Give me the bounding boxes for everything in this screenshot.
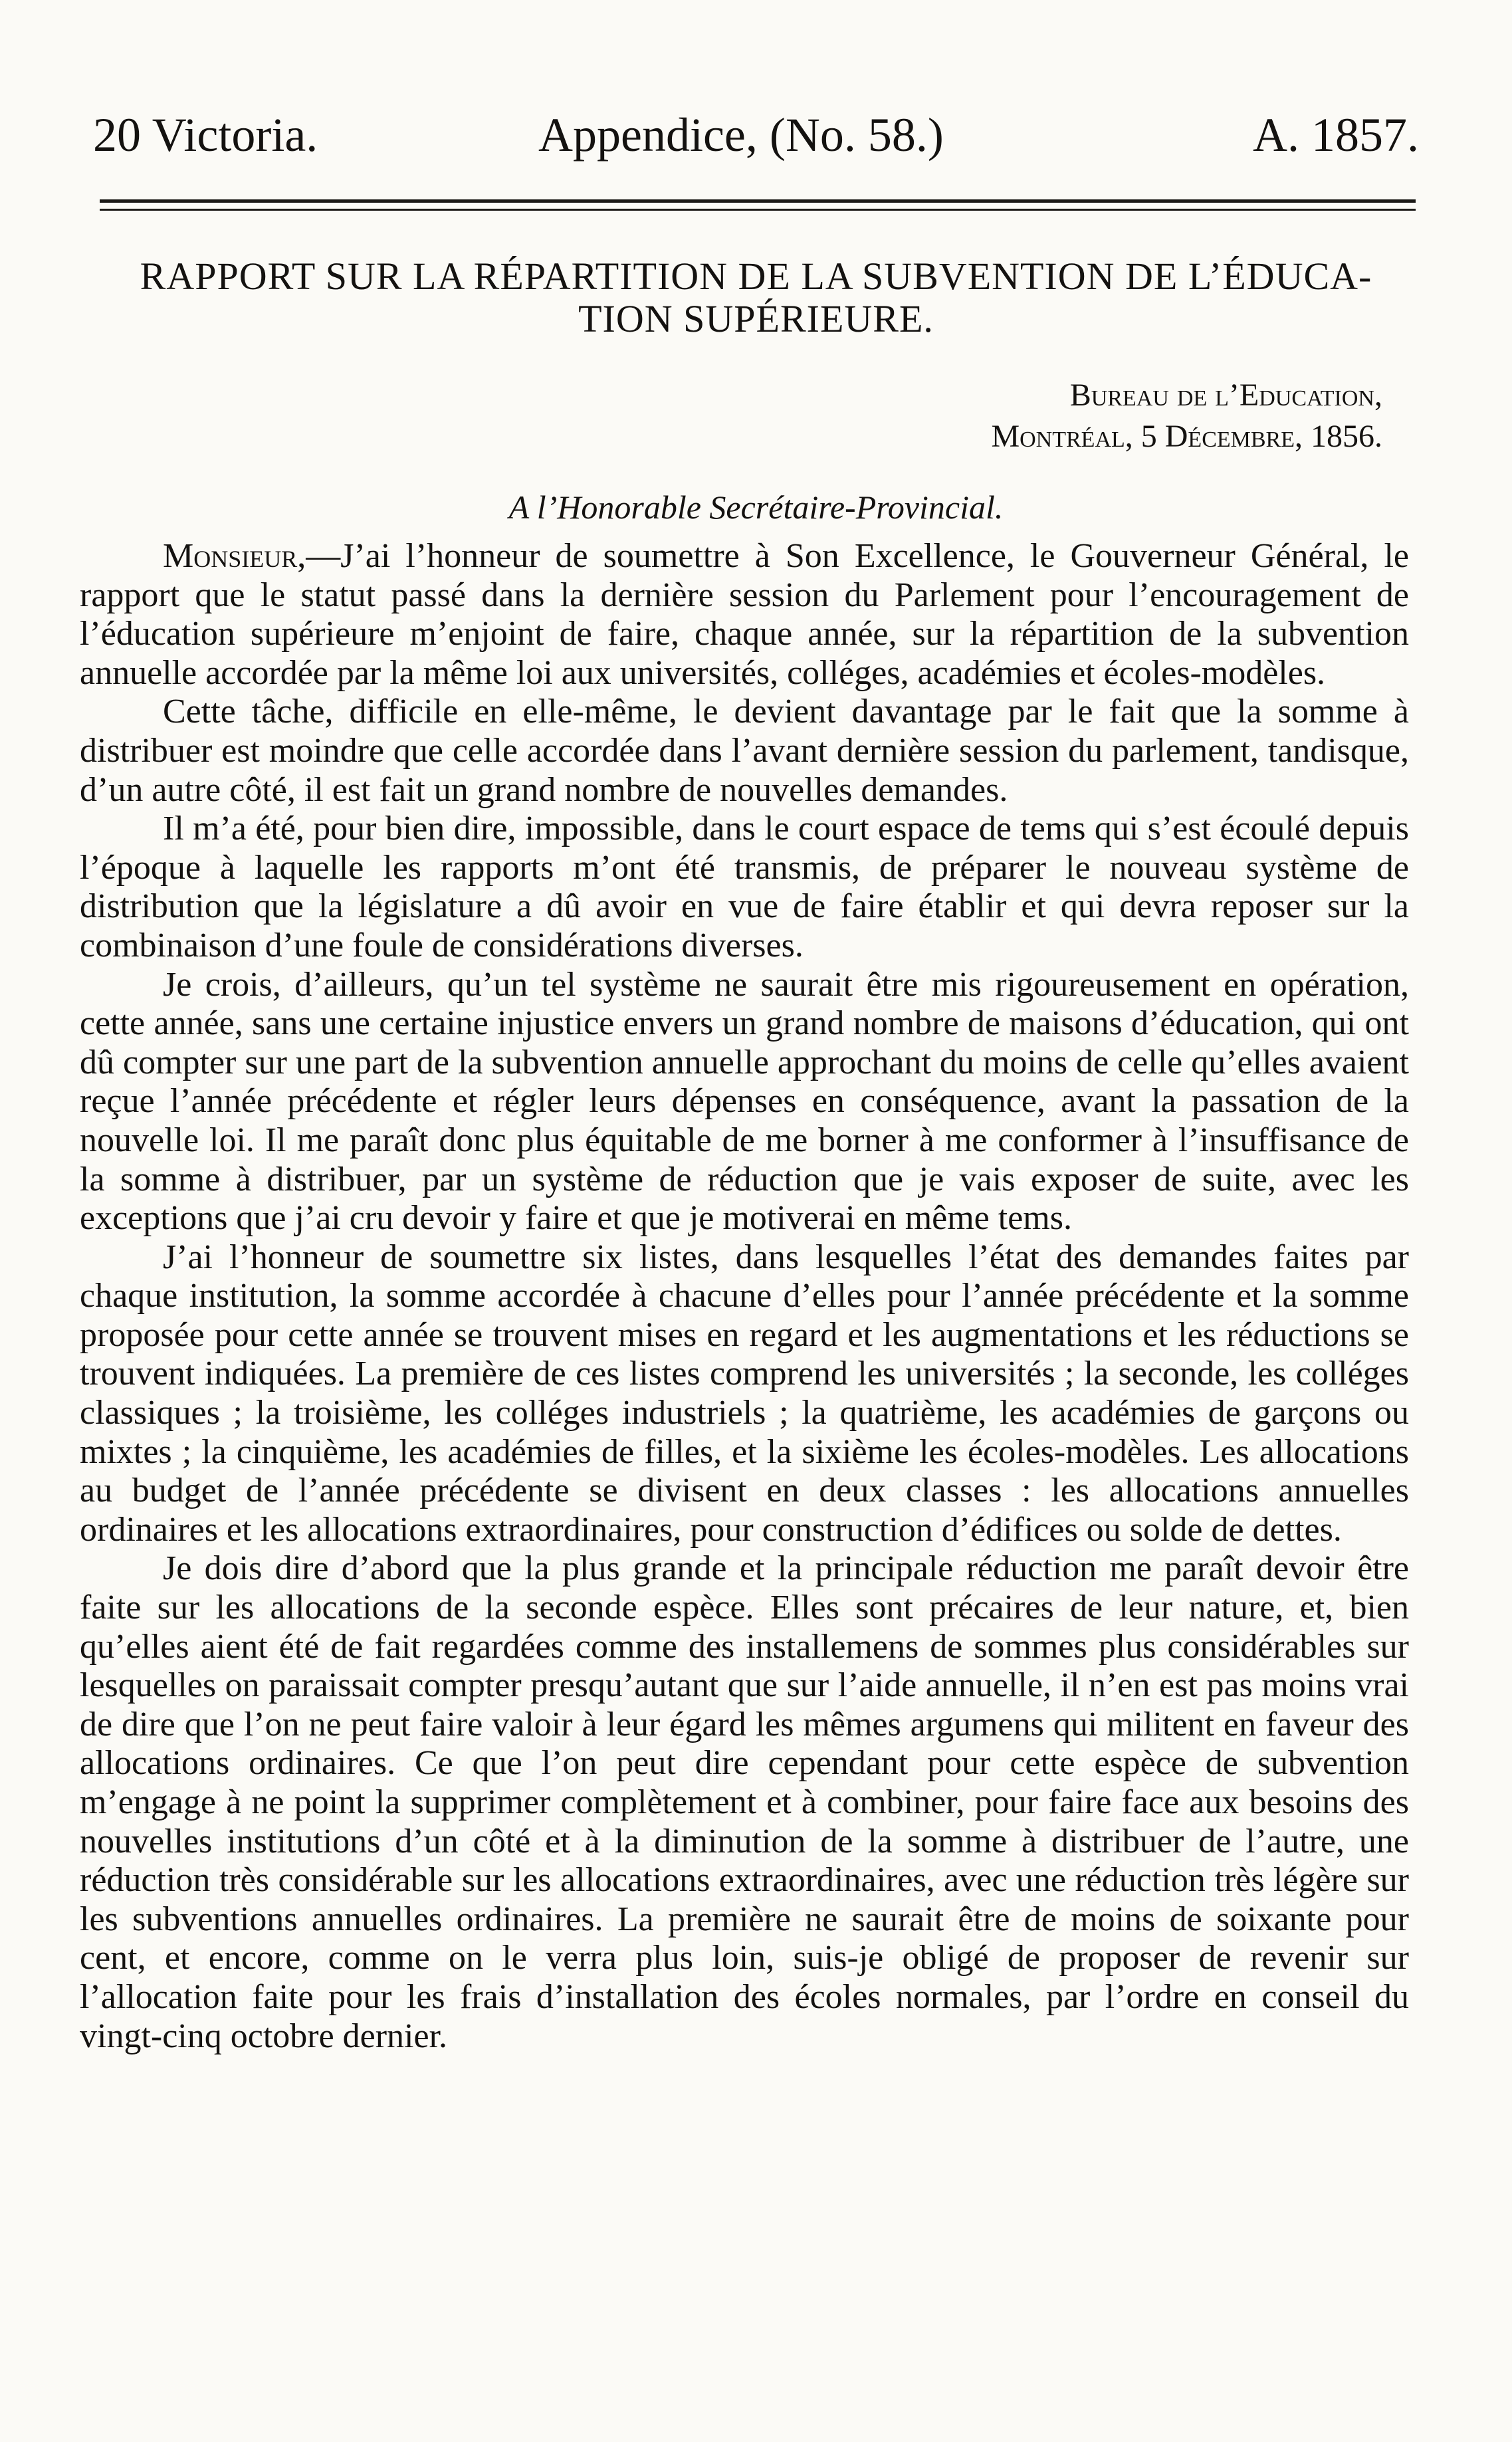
report-title [80,255,1432,340]
paragraph-1-text: —J’ai l’honneur de soumettre à Son Excellence, le Gouverneur Général, le rapport que le statut passé dans la dernière session du Parlement pour l’encouragement de l’éducation supérieure m’enjoint de faire, chaque année, sur la répartition de la subvention annuelle accordée par la même loi aux universités, colléges, académies et écoles-modèles. [80,537,1409,692]
paragraph-2: Cette tâche, difficile en elle-même, le devient davantage par le fait que la somme à distribuer est moindre que celle accordée dans l’avant dernière session du parlement, tandisque, d’un autre côté, il est fait un grand nombre de nouvelles demandes. [80,693,1409,809]
report-title-line-1: RAPPORT SUR LA RÉPARTITION DE LA SUBVENTION DE L’ÉDUCA- [140,255,1372,298]
sender-place-date: Montréal, 5 Décembre, 1856. [991,419,1382,454]
letter-body [80,537,1409,2056]
header-appendix-number: Appendice, (No. 58.) [538,108,944,162]
running-header [93,105,1419,165]
salutation: A l’Honorable Secrétaire-Provincial. [508,489,1004,526]
paragraph-6: Je dois dire d’abord que la plus grande et la principale réduction me paraît devoir être faite sur les allocations de la seconde espèce. Elles sont précaires de leur nature, et, bien qu’elles aient été de fait regardées comme des installemens de sommes plus considérables sur lesquelles on paraissait compter presqu’autant que sur l’aide annuelle, il n’en est pas moins vrai de dire que l’on ne peut faire valoir à leur égard les mêmes argumens qui militent en faveur des allocations ordinaires. Ce que l’on peut dire cependant pour cette espèce de subvention m’engage à ne point la supprimer complètement et à combiner, pour faire face aux besoins des nouvelles institutions d’un côté et à la diminution de la somme à distribuer de l’autre, une réduction très considérable sur les allocations extraordinaires, avec une réduction très légère sur les subventions annuelles ordinaires. La première ne saurait être de moins de soixante pour cent, et encore, comme on le verra plus loin, suis-je obligé de proposer de revenir sur l’allocation faite pour les frais d’installation des écoles normales, par l’ordre en conseil du vingt-cinq octobre dernier. [80,1549,1409,2055]
header-rule-thin [100,209,1416,211]
opening-word: Monsieur, [163,537,306,575]
paragraph-3: Il m’a été, pour bien dire, impossible, dans le court espace de tems qui s’est écoulé depuis l’époque à laquelle les rapports m’ont été transmis, de préparer le nouveau système de distribution que la législature a dû avoir en vue de faire établir et qui devra reposer sur la combinaison d’une foule de considérations diverses. [80,810,1409,964]
paragraph-4: Je crois, d’ailleurs, qu’un tel système ne saurait être mis rigoureusement en opération, cette année, sans une certaine injustice envers un grand nombre de maisons d’éducation, qui ont dû compter sur une part de la subvention annuelle approchant du moins de celle qu’elles avaient reçue l’année précédente et régler leurs dépenses en conséquence, avant la passation de la nouvelle loi. Il me paraît donc plus équitable de me borner à me conformer à l’insuffisance de la somme à distribuer, par un système de réduction que je vais exposer de suite, avec les exceptions que j’ai cru devoir y faire et que je motiverai en même tems. [80,965,1409,1238]
header-year: A. 1857. [1253,108,1419,162]
report-title-line-2: TION SUPÉRIEURE. [578,297,934,340]
sender-office: Bureau de l’Education, [1069,378,1382,413]
header-regnal-year: 20 Victoria. [93,108,318,162]
header-rule-thick [100,199,1416,203]
paragraph-1 [80,537,1409,693]
paragraph-5: J’ai l’honneur de soumettre six listes, dans lesquelles l’état des demandes faites par chaque institution, la somme accordée à chacune d’elles pour l’année précédente et la somme proposée pour cette année se trouvent mises en regard et les augmentations et les réductions se trouvent indiquées. La première de ces listes comprend les universités ; la seconde, les colléges classiques ; la troisième, les colléges industriels ; la quatrième, les académies de garçons ou mixtes ; la cinquième, les académies de filles, et la sixième les écoles-modèles. Les allocations au budget de l’année précédente se divisent en deux classes : les allocations annuelles ordinaires et les allocations extraordinaires, pour construction d’édifices ou solde de dettes. [80,1238,1409,1549]
